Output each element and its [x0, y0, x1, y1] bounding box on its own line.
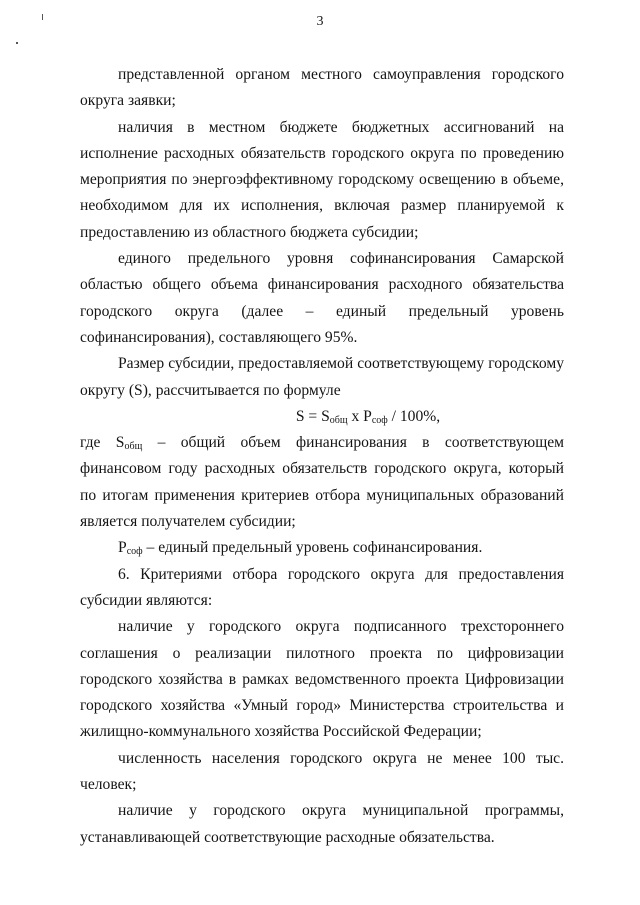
definition-subscript: соф [126, 546, 143, 558]
definition-where: где S [80, 434, 125, 452]
formula-subscript: общ [329, 414, 348, 426]
paragraph: наличие у городского округа муниципальной программы, устанавливающей соответствующие расходные обязательства. [80, 802, 564, 846]
paragraph: наличия в местном бюджете бюджетных ассигнований на исполнение расходных обязательств городского округа по проведению мероприятия по энергоэффективному городскому освещению в объеме, необходимом для их исполнения, включая размер планируемой к предоставлению из областного бюджета субсидии; [80, 118, 564, 241]
formula-lhs: S = S [295, 407, 330, 425]
formula-rhs: / 100%, [387, 407, 441, 425]
scan-mark [16, 42, 18, 44]
paragraph: численность населения городского округа не менее 100 тыс. человек; [80, 749, 564, 794]
definition-text: – единый предельный уровень софинансирования. [142, 539, 483, 557]
paragraph: представленной органом местного самоуправления городского округа заявки; [80, 66, 564, 110]
paragraph: 6. Критериями отбора городского округа для предоставления субсидии являются: [80, 565, 564, 609]
paragraph: Размер субсидии, предоставляемой соответствующему городскому округу (S), рассчитывается по формуле [80, 355, 564, 399]
page-number: 3 [316, 14, 324, 29]
paragraph: единого предельного уровня софинансирования Самарской областью общего объема финансирования расходного обязательства городского округа (далее – единый предельный уровень софинансирования), составляющего 95%. [80, 250, 564, 346]
definition-text: – общий объем финансирования в соответствующем финансовом году расходных обязательств городского округа, который по итогам применения критериев отбора муниципальных образований является получателем субсидии; [80, 434, 565, 531]
formula [80, 404, 564, 430]
definition-paragraph [80, 430, 564, 535]
formula-mid: x P [347, 407, 372, 425]
paragraph: наличие у городского округа подписанного трехстороннего соглашения о реализации пилотного проекта по цифровизации городского хозяйства в рамках ведомственного проекта Цифровизации городского хозяйства «Умный город» Министерства строительства и жилищно-коммунального хозяйства Российской Федерации; [80, 618, 564, 741]
definition-symbol: P [118, 539, 127, 557]
definition-subscript: общ [124, 441, 143, 453]
formula-subscript: соф [371, 414, 388, 426]
definition-paragraph [80, 535, 564, 561]
document-body [80, 62, 564, 851]
